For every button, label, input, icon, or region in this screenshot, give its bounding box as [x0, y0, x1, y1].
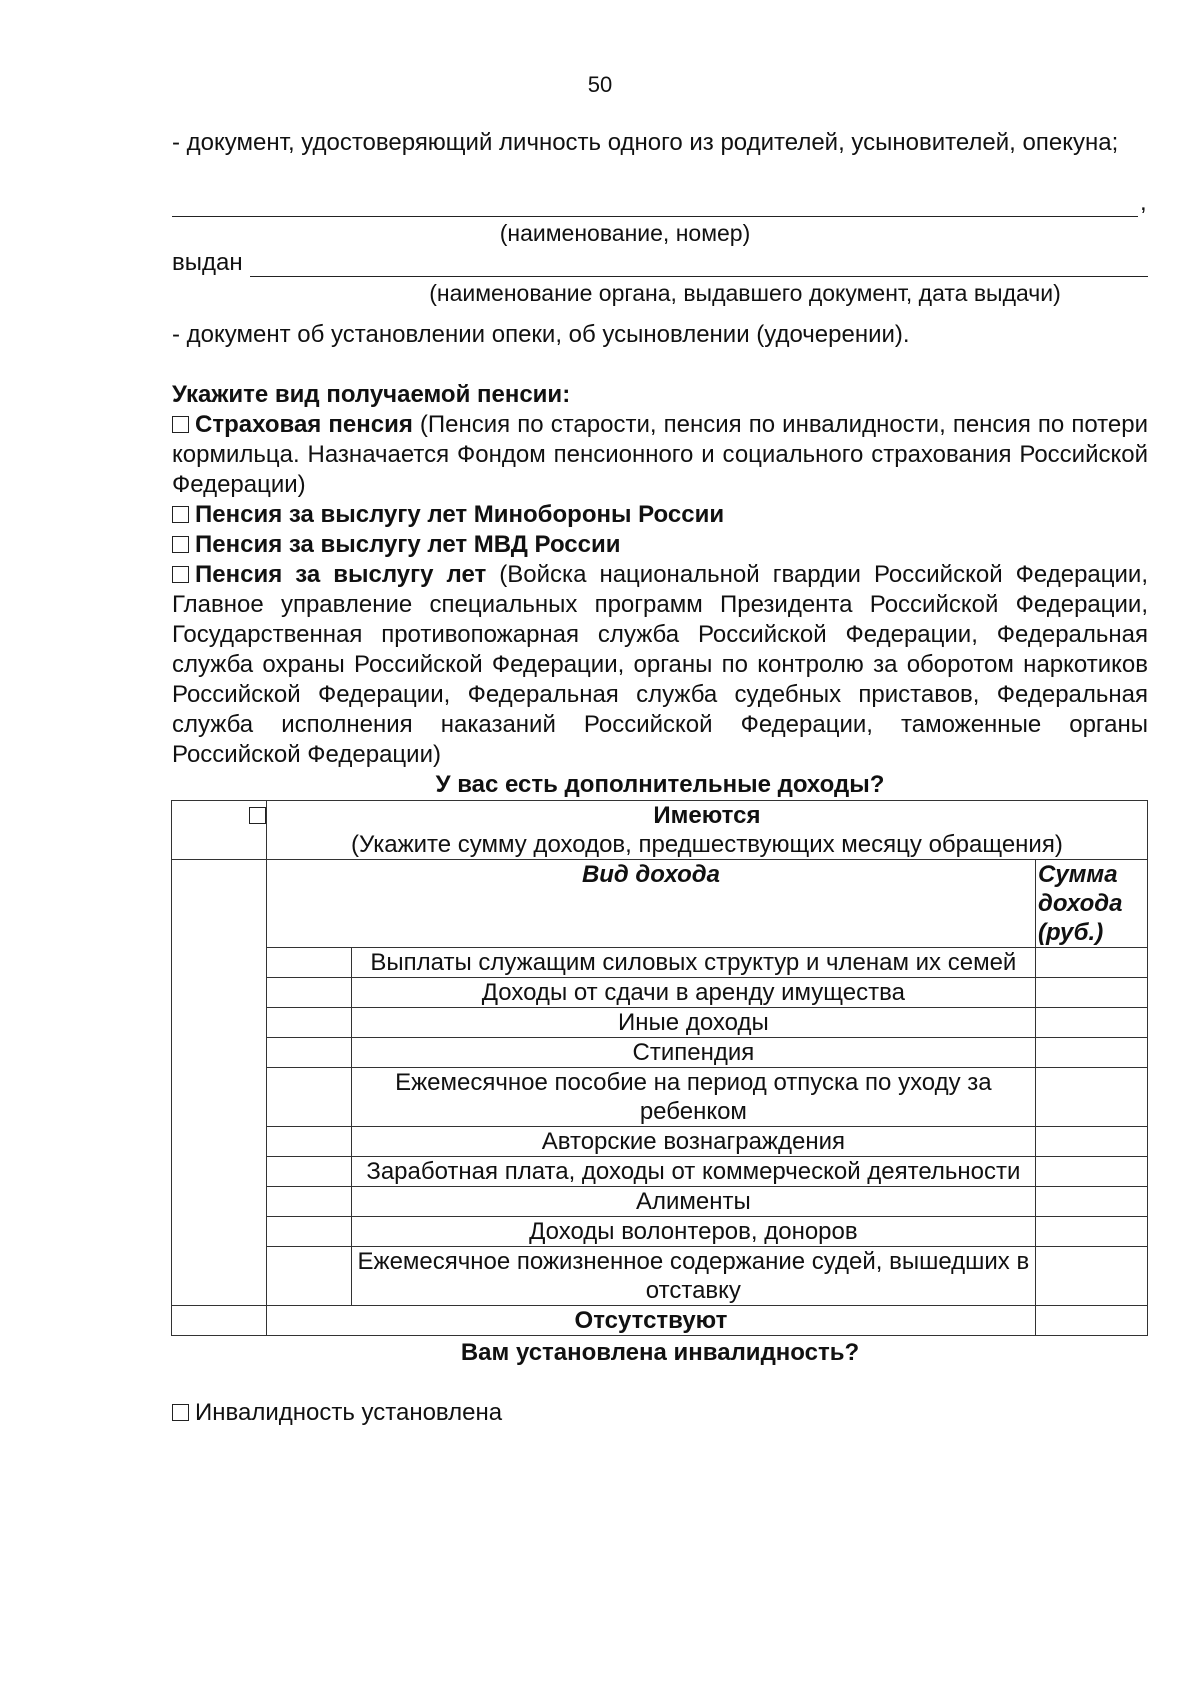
- income-type-cell: Иные доходы: [351, 1008, 1035, 1038]
- income-mark-cell[interactable]: [266, 1187, 351, 1217]
- income-mark-cell[interactable]: [266, 1157, 351, 1187]
- identity-document-item: - документ, удостоверяющий личность одного из родителей, усыновителей, опекуна;: [172, 129, 1119, 156]
- table-row: [172, 948, 1148, 978]
- income-has-header: [266, 801, 1147, 860]
- income-type-cell: Доходы волонтеров, доноров: [351, 1217, 1035, 1247]
- income-amount-cell[interactable]: [1036, 1068, 1148, 1127]
- form-content: [172, 128, 1148, 1428]
- income-columns-row: [172, 860, 1148, 948]
- table-row: [172, 1008, 1148, 1038]
- income-amount-cell[interactable]: [1036, 978, 1148, 1008]
- income-has-row: [172, 801, 1148, 860]
- income-type-cell: Ежемесячное пособие на период отпуска по уходу за ребенком: [351, 1068, 1035, 1127]
- income-left-spacer: [172, 860, 267, 1306]
- checkbox-service-pension[interactable]: [172, 566, 189, 583]
- income-none-amount-cell: [1036, 1306, 1148, 1336]
- income-mark-cell[interactable]: [266, 1068, 351, 1127]
- table-row: [172, 1068, 1148, 1127]
- checkbox-income-has[interactable]: [249, 807, 266, 824]
- issued-by-line: [172, 248, 1148, 278]
- disability-question: Вам установлена инвалидность?: [460, 1339, 860, 1366]
- income-amount-cell[interactable]: [1036, 1187, 1148, 1217]
- income-has-label: Имеются: [653, 802, 761, 829]
- checkbox-defense-pension[interactable]: [172, 506, 189, 523]
- income-mark-cell[interactable]: [266, 1008, 351, 1038]
- income-amount-cell[interactable]: [1036, 1247, 1148, 1306]
- table-row: [172, 978, 1148, 1008]
- column-header-amount: Сумма дохода (руб.): [1036, 860, 1148, 948]
- pension-option-mvd: Пенсия за выслугу лет МВД России: [172, 530, 1148, 560]
- income-type-cell: Алименты: [351, 1187, 1035, 1217]
- income-mark-cell[interactable]: [266, 1127, 351, 1157]
- issued-by-blank[interactable]: [250, 248, 1148, 277]
- pension-heading: Укажите вид получаемой пенсии:: [172, 381, 571, 408]
- income-type-cell: Доходы от сдачи в аренду имущества: [351, 978, 1035, 1008]
- pension-option-defense: Пенсия за выслугу лет Минобороны России: [172, 500, 1148, 530]
- trailing-comma: ,: [1140, 189, 1147, 216]
- income-type-cell: Заработная плата, доходы от коммерческой деятельности: [351, 1157, 1035, 1187]
- income-amount-cell[interactable]: [1036, 1157, 1148, 1187]
- pension-option-service: Пенсия за выслугу лет (Войска национальной гвардии Российской Федерации, Главное управление специальных программ Президента Российской Федерации, Государственная противопожарная служба Российской Федерации, Федеральная служба охраны Российской Федерации, органы по контролю за оборотом наркотиков Российской Федерации, Федеральная служба судебных приставов, Федеральная служба исполнения наказаний Российской Федерации, таможенные органы Российской Федерации): [172, 561, 1148, 768]
- income-none-checkbox-cell[interactable]: [172, 1306, 267, 1336]
- issued-label: выдан: [172, 249, 243, 276]
- pension-option-insurance: Страховая пенсия (Пенсия по старости, пенсия по инвалидности, пенсия по потери кормильца. Назначается Фондом пенсионного и социального страхования Российской Федерации): [172, 411, 1149, 498]
- income-type-cell: Авторские вознаграждения: [351, 1127, 1035, 1157]
- income-mark-cell[interactable]: [266, 1038, 351, 1068]
- checkbox-disability[interactable]: [172, 1404, 189, 1421]
- document-name-blank[interactable]: [172, 188, 1138, 217]
- column-header-type: Вид дохода: [266, 860, 1035, 948]
- income-mark-cell[interactable]: [266, 1217, 351, 1247]
- income-question: У вас есть дополнительные доходы?: [435, 771, 885, 798]
- table-row: [172, 1217, 1148, 1247]
- income-type-cell: Стипендия: [351, 1038, 1035, 1068]
- income-amount-cell[interactable]: [1036, 1127, 1148, 1157]
- disability-option: Инвалидность установлена: [172, 1398, 1148, 1428]
- income-amount-cell[interactable]: [1036, 1217, 1148, 1247]
- checkbox-mvd-pension[interactable]: [172, 536, 189, 553]
- caption-issuer: (наименование органа, выдавшего документ, дата выдачи): [429, 280, 1061, 306]
- guardianship-document-item: - документ об установлении опеки, об усыновлении (удочерении).: [172, 321, 910, 348]
- income-amount-cell[interactable]: [1036, 1038, 1148, 1068]
- income-mark-cell[interactable]: [266, 978, 351, 1008]
- income-none-row: [172, 1306, 1148, 1336]
- document-name-line: [172, 188, 1148, 218]
- income-amount-cell[interactable]: [1036, 948, 1148, 978]
- income-mark-cell[interactable]: [266, 1247, 351, 1306]
- income-has-checkbox-cell: [172, 801, 267, 860]
- page-number: 50: [587, 72, 613, 97]
- checkbox-insurance-pension[interactable]: [172, 416, 189, 433]
- table-row: [172, 1157, 1148, 1187]
- income-amount-cell[interactable]: [1036, 1008, 1148, 1038]
- caption-name-number: (наименование, номер): [499, 220, 751, 246]
- table-row: [172, 1038, 1148, 1068]
- table-row: [172, 1247, 1148, 1306]
- income-none-label: Отсутствуют: [266, 1306, 1035, 1336]
- income-table: [171, 800, 1148, 1336]
- income-type-cell: Ежемесячное пожизненное содержание судей, вышедших в отставку: [351, 1247, 1035, 1306]
- table-row: [172, 1127, 1148, 1157]
- income-type-cell: Выплаты служащим силовых структур и членам их семей: [351, 948, 1035, 978]
- income-has-note: (Укажите сумму доходов, предшествующих месяцу обращения): [351, 831, 1063, 858]
- table-row: [172, 1187, 1148, 1217]
- income-mark-cell[interactable]: [266, 948, 351, 978]
